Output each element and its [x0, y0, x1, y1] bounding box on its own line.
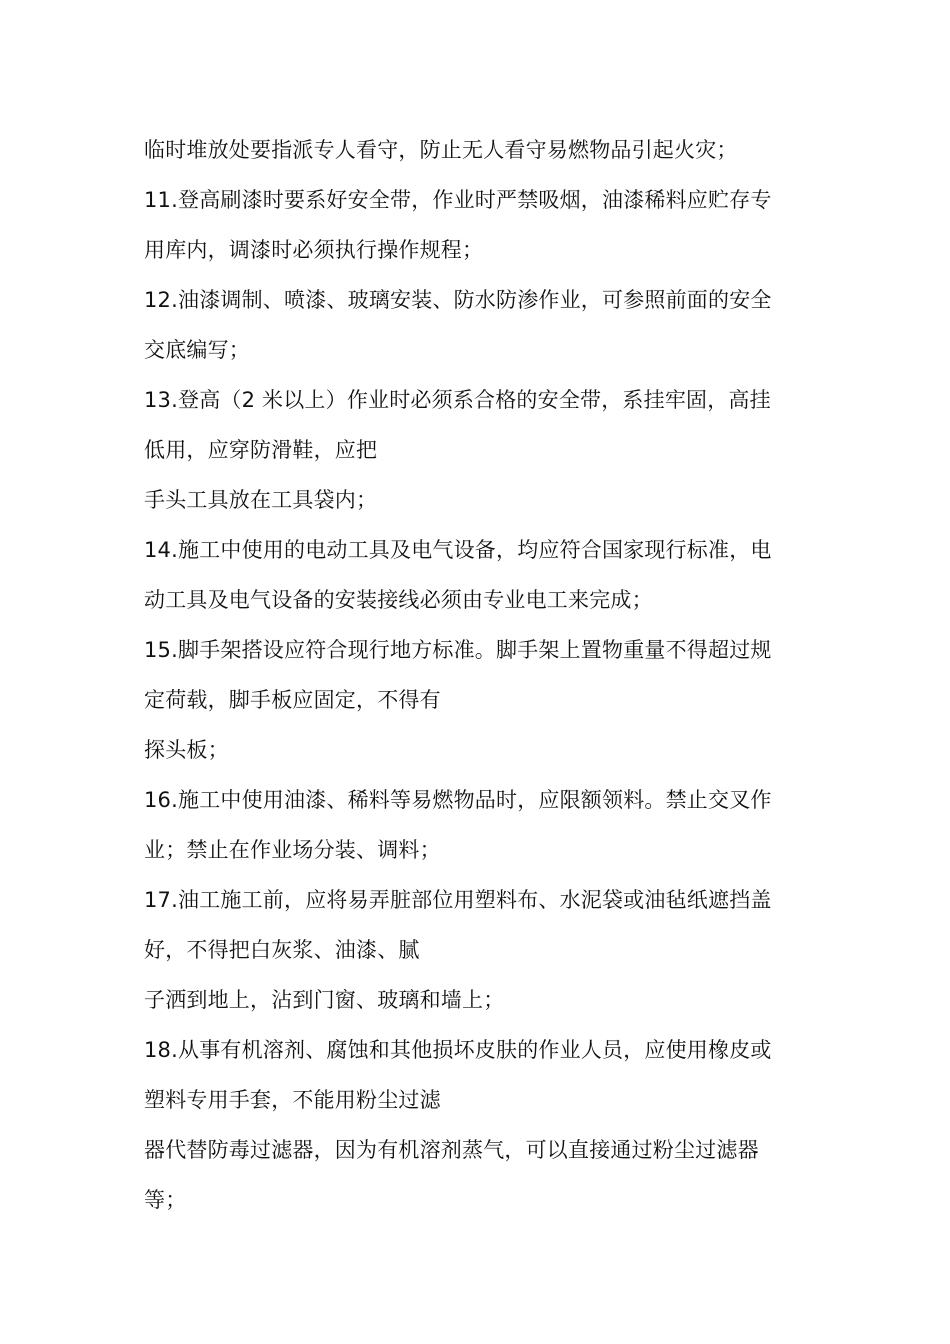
text-line: 12.油漆调制、喷漆、玻璃安装、防水防渗作业，可参照前面的安全 — [144, 288, 772, 312]
text-line: 11.登高刷漆时要系好安全带，作业时严禁吸烟，油漆稀料应贮存专 — [144, 188, 772, 212]
text-line: 子洒到地上，沾到门窗、玻璃和墙上； — [144, 988, 505, 1012]
text-line: 17.油工施工前，应将易弄脏部位用塑料布、水泥袋或油毡纸遮挡盖 — [144, 888, 772, 912]
text-line: 临时堆放处要指派专人看守，防止无人看守易燃物品引起火灾； — [144, 138, 738, 162]
text-line: 16.施工中使用油漆、稀料等易燃物品时，应限额领料。禁止交叉作 — [144, 788, 772, 812]
text-line: 探头板； — [144, 738, 229, 762]
text-line: 18.从事有机溶剂、腐蚀和其他损坏皮肤的作业人员，应使用橡皮或 — [144, 1038, 772, 1062]
text-line: 低用，应穿防滑鞋，应把 — [144, 438, 378, 462]
text-line: 塑料专用手套，不能用粉尘过滤 — [144, 1088, 441, 1112]
text-line: 手头工具放在工具袋内； — [144, 488, 378, 512]
document-body — [144, 125, 814, 1225]
text-line: 13.登高（2 米以上）作业时必须系合格的安全带，系挂牢固，高挂 — [144, 388, 771, 412]
text-line: 15.脚手架搭设应符合现行地方标准。脚手架上置物重量不得超过规 — [144, 638, 772, 662]
text-line: 交底编写； — [144, 338, 250, 362]
text-line: 14.施工中使用的电动工具及电气设备，均应符合国家现行标准，电 — [144, 538, 772, 562]
text-line: 用库内，调漆时必须执行操作规程； — [144, 238, 484, 262]
text-line: 等； — [144, 1188, 187, 1212]
text-line: 动工具及电气设备的安装接线必须由专业电工来完成； — [144, 588, 653, 612]
text-line: 器代替防毒过滤器，因为有机溶剂蒸气，可以直接通过粉尘过滤器 — [144, 1138, 759, 1162]
text-line: 好，不得把白灰浆、油漆、腻 — [144, 938, 420, 962]
text-line: 业；禁止在作业场分装、调料； — [144, 838, 441, 862]
text-line: 定荷载，脚手板应固定，不得有 — [144, 688, 441, 712]
